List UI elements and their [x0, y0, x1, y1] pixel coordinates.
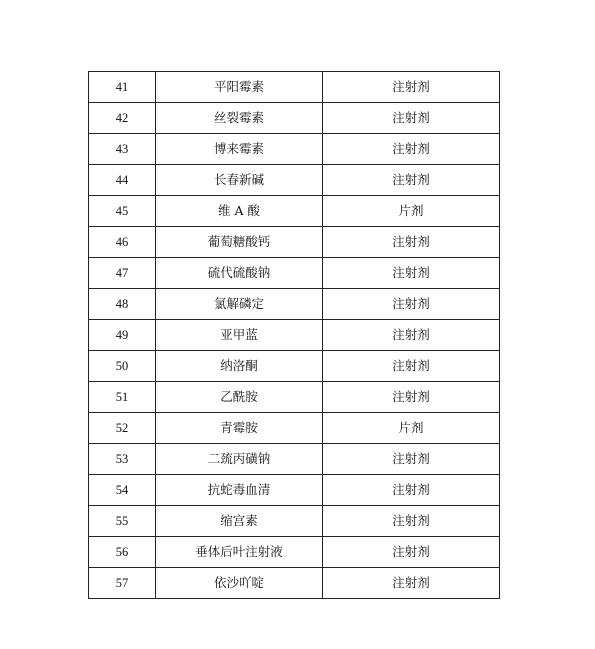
table-row: [89, 537, 500, 568]
dosage-form-cell: 注射剂: [323, 568, 500, 599]
table-row: [89, 382, 500, 413]
drug-name-cell: 乙酰胺: [156, 382, 323, 413]
drug-name-cell: 葡萄糖酸钙: [156, 227, 323, 258]
row-number-cell: 42: [89, 103, 156, 134]
row-number-cell: 45: [89, 196, 156, 227]
drug-name-cell: 垂体后叶注射液: [156, 537, 323, 568]
dosage-form-cell: 注射剂: [323, 351, 500, 382]
drug-list-table: [88, 71, 500, 599]
table-row: [89, 72, 500, 103]
table-row: [89, 258, 500, 289]
row-number-cell: 54: [89, 475, 156, 506]
table-row: [89, 413, 500, 444]
dosage-form-cell: 注射剂: [323, 72, 500, 103]
dosage-form-cell: 注射剂: [323, 258, 500, 289]
dosage-form-cell: 注射剂: [323, 227, 500, 258]
table-row: [89, 444, 500, 475]
table-row: [89, 165, 500, 196]
table-row: [89, 103, 500, 134]
dosage-form-cell: 注射剂: [323, 537, 500, 568]
dosage-form-cell: 注射剂: [323, 165, 500, 196]
row-number-cell: 44: [89, 165, 156, 196]
table-row: [89, 351, 500, 382]
row-number-cell: 56: [89, 537, 156, 568]
dosage-form-cell: 注射剂: [323, 289, 500, 320]
row-number-cell: 52: [89, 413, 156, 444]
dosage-form-cell: 注射剂: [323, 103, 500, 134]
table-row: [89, 134, 500, 165]
table-row: [89, 289, 500, 320]
dosage-form-cell: 片剂: [323, 413, 500, 444]
row-number-cell: 51: [89, 382, 156, 413]
dosage-form-cell: 注射剂: [323, 475, 500, 506]
dosage-form-cell: 注射剂: [323, 134, 500, 165]
row-number-cell: 50: [89, 351, 156, 382]
table-row: [89, 568, 500, 599]
table-row: [89, 227, 500, 258]
row-number-cell: 55: [89, 506, 156, 537]
drug-name-cell: 维 A 酸: [156, 196, 323, 227]
drug-name-cell: 纳洛酮: [156, 351, 323, 382]
table-row: [89, 196, 500, 227]
drug-name-cell: 亚甲蓝: [156, 320, 323, 351]
drug-name-cell: 依沙吖啶: [156, 568, 323, 599]
document-page: [88, 71, 498, 599]
row-number-cell: 48: [89, 289, 156, 320]
dosage-form-cell: 注射剂: [323, 382, 500, 413]
row-number-cell: 46: [89, 227, 156, 258]
row-number-cell: 49: [89, 320, 156, 351]
row-number-cell: 43: [89, 134, 156, 165]
table-body: [89, 72, 500, 599]
table-row: [89, 506, 500, 537]
dosage-form-cell: 注射剂: [323, 444, 500, 475]
row-number-cell: 41: [89, 72, 156, 103]
drug-name-cell: 氯解磷定: [156, 289, 323, 320]
table-row: [89, 320, 500, 351]
drug-name-cell: 丝裂霉素: [156, 103, 323, 134]
row-number-cell: 53: [89, 444, 156, 475]
dosage-form-cell: 注射剂: [323, 320, 500, 351]
drug-name-cell: 缩宫素: [156, 506, 323, 537]
drug-name-cell: 博来霉素: [156, 134, 323, 165]
drug-name-cell: 平阳霉素: [156, 72, 323, 103]
drug-name-cell: 长春新碱: [156, 165, 323, 196]
dosage-form-cell: 注射剂: [323, 506, 500, 537]
drug-name-cell: 抗蛇毒血清: [156, 475, 323, 506]
drug-name-cell: 硫代硫酸钠: [156, 258, 323, 289]
table-row: [89, 475, 500, 506]
drug-name-cell: 青霉胺: [156, 413, 323, 444]
dosage-form-cell: 片剂: [323, 196, 500, 227]
row-number-cell: 47: [89, 258, 156, 289]
drug-name-cell: 二巯丙磺钠: [156, 444, 323, 475]
row-number-cell: 57: [89, 568, 156, 599]
